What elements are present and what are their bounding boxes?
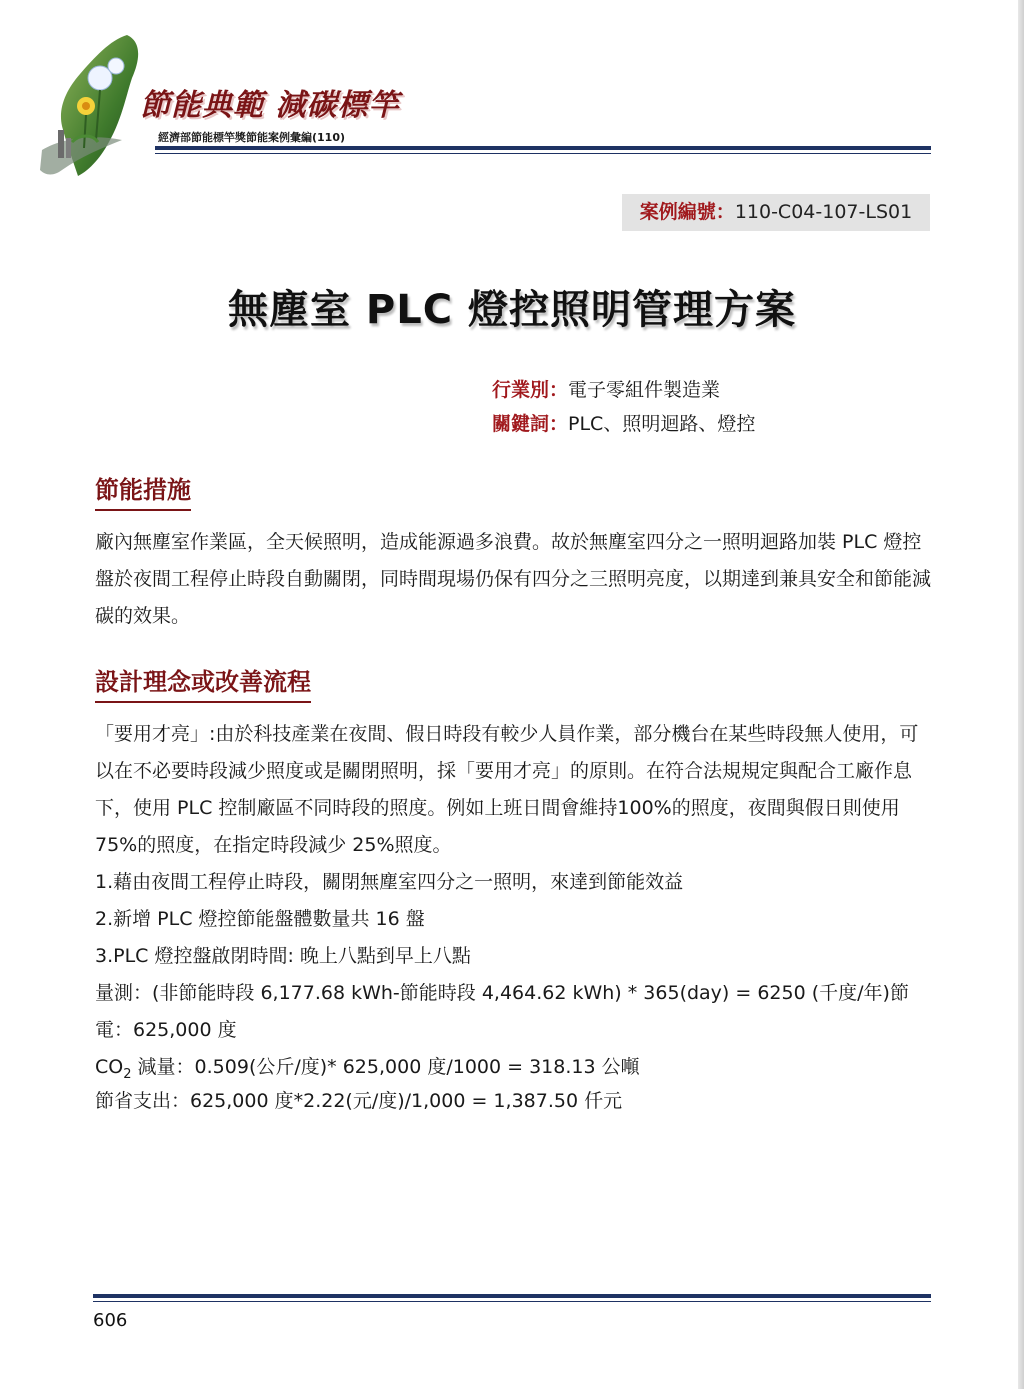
design-item-2: 2.新增 PLC 燈控節能盤體數量共 16 盤 [95,908,425,930]
co2-prefix: CO [95,1056,124,1078]
keywords-label: 關鍵詞： [492,413,569,435]
page-edge-shadow [1018,0,1024,1389]
section-heading-measures: 節能措施 [95,470,191,511]
co2-subscript: 2 [123,1066,132,1082]
case-number-label: 案例編號： [639,201,735,223]
footer-rule [93,1294,931,1298]
page-title: 無塵室 PLC 燈控照明管理方案 [227,287,796,333]
cost-savings-line: 節省支出：625,000 度*2.22(元/度)/1,000 = 1,387.50 仟元 [95,1090,623,1112]
industry-label: 行業別： [492,379,569,401]
measures-paragraph: 廠內無塵室作業區，全天候照明，造成能源過多浪費。故於無塵室四分之一照明迴路加裝 PLC 燈控盤於夜間工程停止時段自動關閉，同時間現場仍保有四分之三照明亮度，以期達到兼具安全和節能減碳的效果。 [95,531,932,627]
measurement-paragraph: 量測：(非節能時段 6,177.68 kWh-節能時段 4,464.62 kWh) * 365(day) = 6250 (千度/年)節電：625,000 度 [95,982,909,1041]
keywords-value: PLC、照明迴路、燈控 [568,413,756,435]
header-rule [155,146,931,150]
header-rule-thin [155,153,931,154]
section-heading-design: 設計理念或改善流程 [95,662,311,703]
design-item-3: 3.PLC 燈控盤啟閉時間: 晚上八點到早上八點 [95,945,471,967]
case-number-value: 110-C04-107-LS01 [734,201,913,223]
taiwan-logo-icon [22,30,152,180]
footer-rule-thin [93,1301,931,1302]
industry-value: 電子零組件製造業 [568,379,721,401]
industry-line [492,375,720,402]
page-number: 606 [93,1310,128,1331]
logo-title: 節能典範 減碳標竿 [140,88,400,123]
co2-rest: 減量：0.509(公斤/度)* 625,000 度/1000 = 318.13 公噸 [131,1056,640,1078]
keywords-line [492,409,755,436]
design-intro-paragraph: 「要用才亮」:由於科技產業在夜間、假日時段有較少人員作業，部分機台在某些時段無人使用，可以在不必要時段減少照度或是關閉照明，採「要用才亮」的原則。在符合法規規定與配合工廠作息下，使用 PLC 控制廠區不同時段的照度。例如上班日間會維持100%的照度，夜間與假日則使用 75%的照度，在指定時段減少 25%照度。 [95,723,919,856]
case-number-box [622,194,930,231]
logo-subtitle: 經濟部節能標竿獎節能案例彙編(110) [158,131,346,144]
design-item-1: 1.藉由夜間工程停止時段，關閉無塵室四分之一照明，來達到節能效益 [95,871,684,893]
